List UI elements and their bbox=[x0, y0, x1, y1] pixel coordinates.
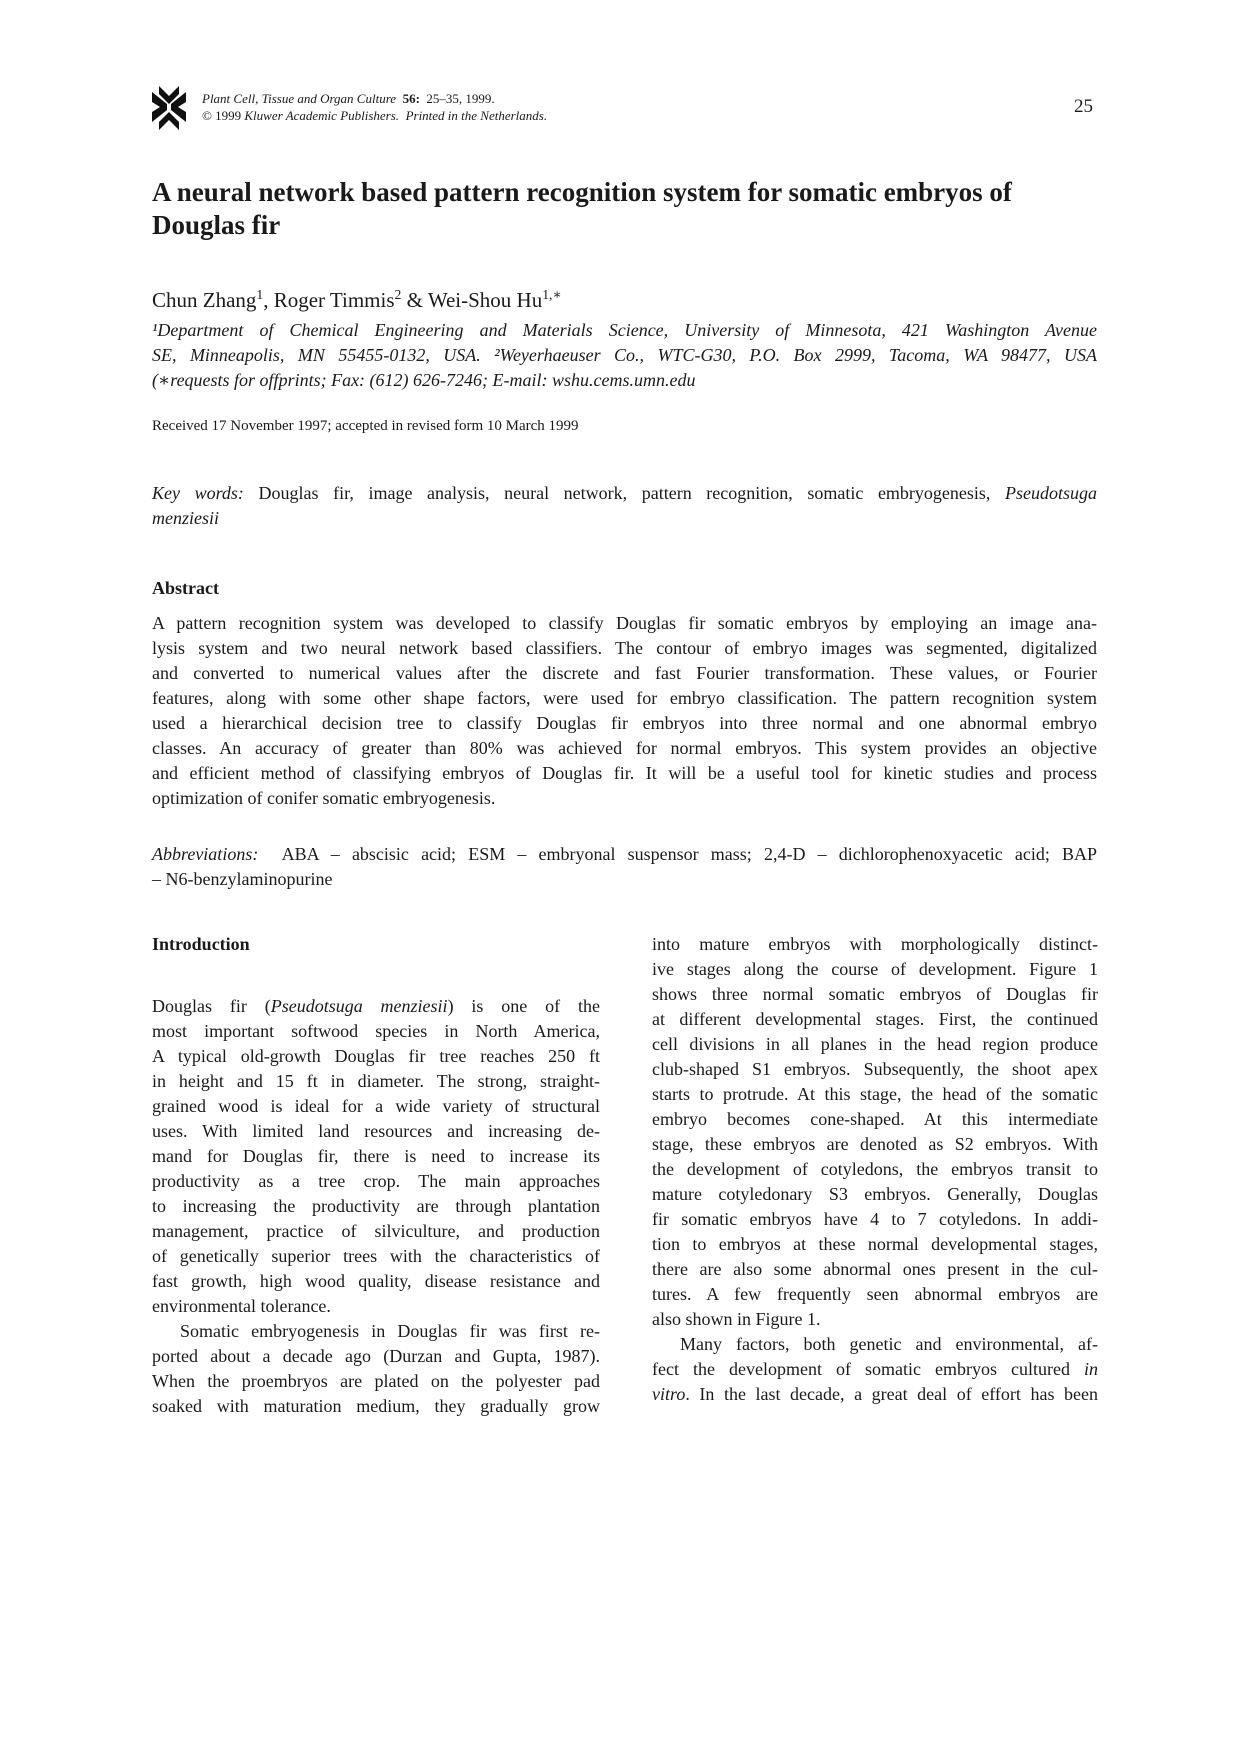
body-text-line bbox=[152, 1194, 600, 1219]
body-text-line bbox=[652, 1057, 1098, 1082]
abstract-line: lysis system and two neural network based classifiers. The contour of embryo images was segmented, digitalized bbox=[152, 638, 1097, 658]
body-text-line bbox=[652, 982, 1098, 1007]
abstract-line: optimization of conifer somatic embryogenesis. bbox=[152, 788, 496, 808]
body-text-line bbox=[152, 1269, 600, 1294]
body-text-line bbox=[152, 1119, 600, 1144]
journal-pages: 25–35, 1999. bbox=[426, 91, 495, 106]
received-date: Received 17 November 1997; accepted in revised form 10 March 1999 bbox=[152, 418, 579, 434]
text-run: embryo becomes cone-shaped. At this intermediate bbox=[652, 1109, 1098, 1129]
text-run: A typical old-growth Douglas fir tree reaches 250 ft bbox=[152, 1046, 600, 1066]
body-text-line bbox=[652, 1207, 1098, 1232]
abstract-line: A pattern recognition system was developed to classify Douglas fir somatic embryos by employing an image ana- bbox=[152, 613, 1097, 633]
text-run: stage, these embryos are denoted as S2 embryos. With bbox=[652, 1134, 1098, 1154]
text-run: mature cotyledonary S3 embryos. Generally, Douglas bbox=[652, 1184, 1098, 1204]
page-number: 25 bbox=[1074, 96, 1093, 117]
introduction-right-column bbox=[652, 932, 1098, 1407]
body-text-line bbox=[152, 1069, 600, 1094]
text-run: fast growth, high wood quality, disease resistance and bbox=[152, 1271, 600, 1291]
keywords-line bbox=[152, 506, 1097, 531]
italic-text: Pseudotsuga menziesii bbox=[270, 996, 448, 1016]
author-list bbox=[152, 288, 562, 313]
text-run: fect the development of somatic embryos cultured bbox=[652, 1359, 1084, 1379]
author-name: Chun Zhang bbox=[152, 288, 257, 312]
author-separator: & bbox=[401, 288, 428, 312]
body-text-line bbox=[152, 1244, 600, 1269]
text-run: cell divisions in all planes in the head region produce bbox=[652, 1034, 1098, 1054]
text-run: in height and 15 ft in diameter. The strong, straight- bbox=[152, 1071, 600, 1091]
abstract-line: features, along with some other shape factors, were used for embryo classification. The pattern recognition system bbox=[152, 688, 1097, 708]
body-text-line bbox=[652, 1007, 1098, 1032]
paper-title: A neural network based pattern recognition system for somatic embryos of Douglas fir bbox=[152, 177, 1012, 240]
body-text-line bbox=[152, 1219, 600, 1244]
text-run: fir somatic embryos have 4 to 7 cotyledons. In addi- bbox=[652, 1209, 1098, 1229]
author-affil-mark: 2 bbox=[394, 287, 402, 302]
body-text-line bbox=[152, 1369, 600, 1394]
text-run: also shown in Figure 1. bbox=[652, 1309, 821, 1329]
text-run: . In the last decade, a great deal of effort has been bbox=[685, 1384, 1098, 1404]
text-run: tion to embryos at these normal developmental stages, bbox=[652, 1234, 1098, 1254]
body-text-line bbox=[652, 1132, 1098, 1157]
text-run: Somatic embryogenesis in Douglas fir was first re- bbox=[180, 1321, 600, 1341]
affiliation-line: SE, Minneapolis, MN 55455-0132, USA. ²Weyerhaeuser Co., WTC-G30, P.O. Box 2999, Tacoma, WA 98477, USA bbox=[152, 345, 1097, 365]
author-name: Wei-Shou Hu bbox=[427, 288, 543, 312]
abstract-body bbox=[152, 611, 1097, 811]
journal-volume: 56: bbox=[402, 91, 420, 106]
text-run: ) is one of the bbox=[447, 996, 600, 1016]
body-text-line bbox=[152, 994, 600, 1019]
text-run: soaked with maturation medium, they gradually grow bbox=[152, 1396, 600, 1416]
body-text-line bbox=[652, 1107, 1098, 1132]
body-text-line bbox=[652, 1382, 1098, 1407]
abbreviations-line bbox=[152, 842, 1097, 867]
abstract-heading: Abstract bbox=[152, 578, 219, 598]
author-affil-mark: 1 bbox=[256, 287, 264, 302]
body-text-line bbox=[152, 1394, 600, 1419]
body-text-line bbox=[152, 1094, 600, 1119]
text-run: environmental tolerance. bbox=[152, 1296, 331, 1316]
text-run: most important softwood species in North America, bbox=[152, 1021, 600, 1041]
abstract-line: used a hierarchical decision tree to classify Douglas fir embryos into three normal and one abnormal embryo bbox=[152, 713, 1097, 733]
text-run: ported about a decade ago (Durzan and Gupta, 1987). bbox=[152, 1346, 600, 1366]
abstract-line: and efficient method of classifying embryos of Douglas fir. It will be a useful tool for kinetic studies and process bbox=[152, 763, 1097, 783]
text-run: shows three normal somatic embryos of Douglas fir bbox=[652, 984, 1098, 1004]
body-text-line bbox=[652, 1182, 1098, 1207]
text-run: Many factors, both genetic and environmental, af- bbox=[680, 1334, 1098, 1354]
body-text-line bbox=[152, 1144, 600, 1169]
body-text-line bbox=[152, 1344, 600, 1369]
abstract-line: and converted to numerical values after the discrete and fast Fourier transformation. These values, or Fourier bbox=[152, 663, 1097, 683]
journal-line-1 bbox=[202, 90, 547, 107]
keywords-italic: Pseudotsuga bbox=[1005, 483, 1098, 503]
text-run: When the proembryos are plated on the polyester pad bbox=[152, 1371, 600, 1391]
body-text-line bbox=[152, 1319, 600, 1344]
text-run: the development of cotyledons, the embryos transit to bbox=[652, 1159, 1098, 1179]
body-text-line bbox=[152, 1044, 600, 1069]
affiliations bbox=[152, 318, 1097, 393]
affiliation-line: (∗requests for offprints; Fax: (612) 626-7246; E-mail: wshu.cems.umn.edu bbox=[152, 370, 696, 390]
body-text-line bbox=[652, 1257, 1098, 1282]
text-run: to increasing the productivity are through plantation bbox=[152, 1196, 600, 1216]
text-run: management, practice of silviculture, and production bbox=[152, 1221, 600, 1241]
body-text-line bbox=[152, 1294, 600, 1319]
body-text-line bbox=[152, 1169, 600, 1194]
journal-line-2 bbox=[202, 107, 547, 124]
copyright: © 1999 bbox=[202, 108, 242, 123]
text-run: mand for Douglas fir, there is need to increase its bbox=[152, 1146, 600, 1166]
printed-note: Printed in the Netherlands. bbox=[405, 108, 548, 123]
body-text-line bbox=[652, 1032, 1098, 1057]
journal-citation bbox=[202, 90, 547, 124]
author-separator: , bbox=[263, 288, 274, 312]
introduction-heading: Introduction bbox=[152, 934, 250, 954]
text-run: there are also some abnormal ones present in the cul- bbox=[652, 1259, 1098, 1279]
author-name: Roger Timmis bbox=[273, 288, 395, 312]
text-run: uses. With limited land resources and increasing de- bbox=[152, 1121, 600, 1141]
text-run: Douglas fir ( bbox=[152, 996, 271, 1016]
text-run: ive stages along the course of development. Figure 1 bbox=[652, 959, 1098, 979]
body-text-line bbox=[652, 1357, 1098, 1382]
keywords-text: Douglas fir, image analysis, neural network, pattern recognition, somatic embryogenesis, bbox=[258, 483, 991, 503]
keywords-line bbox=[152, 481, 1097, 506]
body-text-line bbox=[652, 1332, 1098, 1357]
abbreviations-text: – dichlorophenoxyacetic acid; BAP bbox=[805, 844, 1097, 864]
text-run: club-shaped S1 embryos. Subsequently, the shoot apex bbox=[652, 1059, 1098, 1079]
text-run: grained wood is ideal for a wide variety of structural bbox=[152, 1096, 600, 1116]
text-run: tures. A few frequently seen abnormal embryos are bbox=[652, 1284, 1098, 1304]
affiliation-line: ¹Department of Chemical Engineering and Materials Science, University of Minnesota, 421 Washington Avenue bbox=[152, 320, 1097, 340]
text-run: productivity as a tree crop. The main approaches bbox=[152, 1171, 600, 1191]
text-run: at different developmental stages. First, the continued bbox=[652, 1009, 1098, 1029]
abbreviations-text: ABA – abscisic acid; ESM – embryonal suspensor mass; 2,4- bbox=[281, 844, 793, 864]
text-run: starts to protrude. At this stage, the head of the somatic bbox=[652, 1084, 1098, 1104]
abbreviations-label: Abbreviations: bbox=[152, 844, 259, 864]
abbreviations bbox=[152, 842, 1097, 892]
body-text-line bbox=[652, 1232, 1098, 1257]
publisher-logo-icon bbox=[152, 86, 186, 130]
journal-name: Plant Cell, Tissue and Organ Culture bbox=[202, 91, 397, 106]
body-text-line bbox=[652, 1157, 1098, 1182]
body-text-line bbox=[652, 1282, 1098, 1307]
abbreviations-line: – N6-benzylaminopurine bbox=[152, 869, 333, 889]
italic-text: in bbox=[1083, 1359, 1098, 1379]
body-text-line bbox=[652, 1082, 1098, 1107]
keywords-italic: menziesii bbox=[152, 508, 219, 528]
publisher: Kluwer Academic Publishers. bbox=[244, 108, 400, 123]
body-text-line bbox=[152, 1019, 600, 1044]
body-text-line bbox=[652, 957, 1098, 982]
keywords-label: Key words: bbox=[152, 483, 244, 503]
body-text-line bbox=[652, 932, 1098, 957]
text-run: of genetically superior trees with the characteristics of bbox=[152, 1246, 600, 1266]
text-run: into mature embryos with morphologically distinct- bbox=[652, 934, 1098, 954]
abstract-line: classes. An accuracy of greater than 80% was achieved for normal embryos. This system provides an objective bbox=[152, 738, 1097, 758]
introduction-left-column bbox=[152, 994, 600, 1419]
body-text-line bbox=[652, 1307, 1098, 1332]
keywords bbox=[152, 481, 1097, 531]
abbreviations-smallcap: D bbox=[792, 844, 806, 864]
author-affil-mark: 1,∗ bbox=[542, 287, 562, 302]
italic-text: vitro bbox=[652, 1384, 686, 1404]
